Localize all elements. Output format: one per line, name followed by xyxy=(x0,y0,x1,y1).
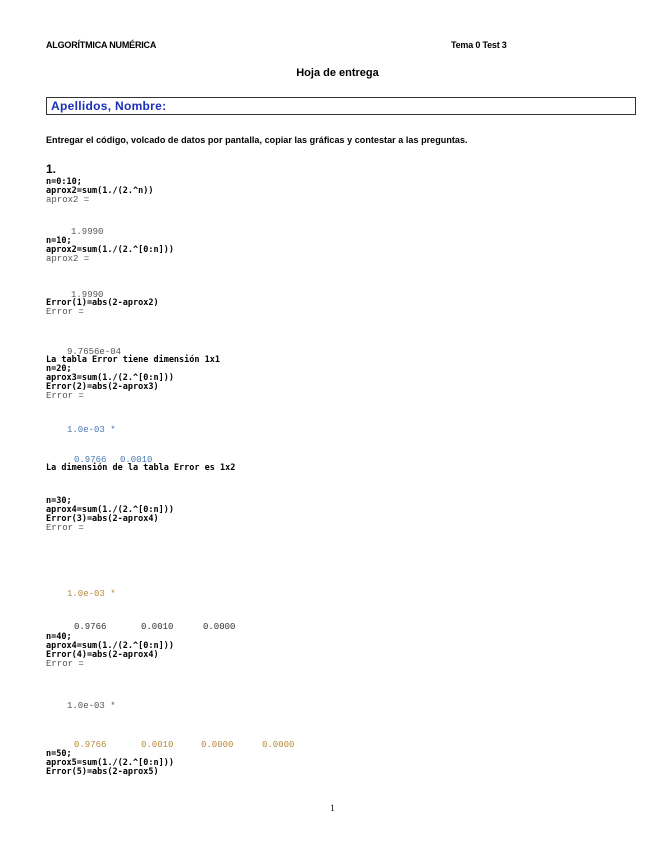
output-value: 0.0000 xyxy=(201,740,234,750)
code-line: Error(3)=abs(2-aprox4) xyxy=(46,514,159,524)
output-label: Error = xyxy=(46,391,84,401)
output-label: Error = xyxy=(46,307,84,317)
code-line: Error(4)=abs(2-aprox4) xyxy=(46,650,159,660)
output-value: 1.9990 xyxy=(71,227,104,237)
code-line: aprox4=sum(1./(2.^[0:n])) xyxy=(46,641,174,651)
code-line: Error(1)=abs(2-aprox2) xyxy=(46,298,159,308)
name-field-box xyxy=(46,97,636,115)
page-number: 1 xyxy=(330,803,335,813)
code-line: aprox2=sum(1./(2.^n)) xyxy=(46,186,154,196)
output-label: Error = xyxy=(46,523,84,533)
output-value: 0.9766 xyxy=(74,455,107,465)
output-value: 0.0010 xyxy=(120,455,153,465)
code-line: Error(2)=abs(2-aprox3) xyxy=(46,382,159,392)
answer-line: La tabla Error tiene dimensión 1x1 xyxy=(46,355,220,365)
output-value: 9.7656e-04 xyxy=(67,347,122,357)
code-line: n=40; xyxy=(46,632,72,642)
output-value: 1.9990 xyxy=(71,290,104,300)
code-line: aprox4=sum(1./(2.^[0:n])) xyxy=(46,505,174,515)
code-line: n=0:10; xyxy=(46,177,82,187)
code-line: n=50; xyxy=(46,749,72,759)
header-course: ALGORÍTMICA NUMÉRICA xyxy=(46,40,157,50)
output-value: 0.0010 xyxy=(141,622,174,632)
output-value: 0.0000 xyxy=(203,622,236,632)
output-label: Error = xyxy=(46,659,84,669)
output-scale: 1.0e-03 * xyxy=(67,425,116,435)
code-line: aprox2=sum(1./(2.^[0:n])) xyxy=(46,245,174,255)
output-scale: 1.0e-03 * xyxy=(67,589,116,599)
code-line: n=20; xyxy=(46,364,72,374)
output-label: aprox2 = xyxy=(46,195,90,205)
output-value: 0.9766 xyxy=(74,622,107,632)
name-label: Apellidos, Nombre: xyxy=(51,99,167,113)
sheet-title: Hoja de entrega xyxy=(296,67,379,79)
output-value: 0.0010 xyxy=(141,740,174,750)
header-test: Tema 0 Test 3 xyxy=(451,40,507,50)
output-value: 0.0000 xyxy=(262,740,295,750)
output-scale: 1.0e-03 * xyxy=(67,701,116,711)
answer-line: La dimensión de la tabla Error es 1x2 xyxy=(46,463,236,473)
code-line: n=30; xyxy=(46,496,72,506)
code-line: Error(5)=abs(2-aprox5) xyxy=(46,767,159,777)
question-number: 1. xyxy=(46,162,57,176)
output-label: aprox2 = xyxy=(46,254,90,264)
code-line: n=10; xyxy=(46,236,72,246)
code-line: aprox3=sum(1./(2.^[0:n])) xyxy=(46,373,174,383)
code-line: aprox5=sum(1./(2.^[0:n])) xyxy=(46,758,174,768)
output-value: 0.9766 xyxy=(74,740,107,750)
instructions: Entregar el código, volcado de datos por pantalla, copiar las gráficas y contestar a las preguntas. xyxy=(46,135,468,145)
